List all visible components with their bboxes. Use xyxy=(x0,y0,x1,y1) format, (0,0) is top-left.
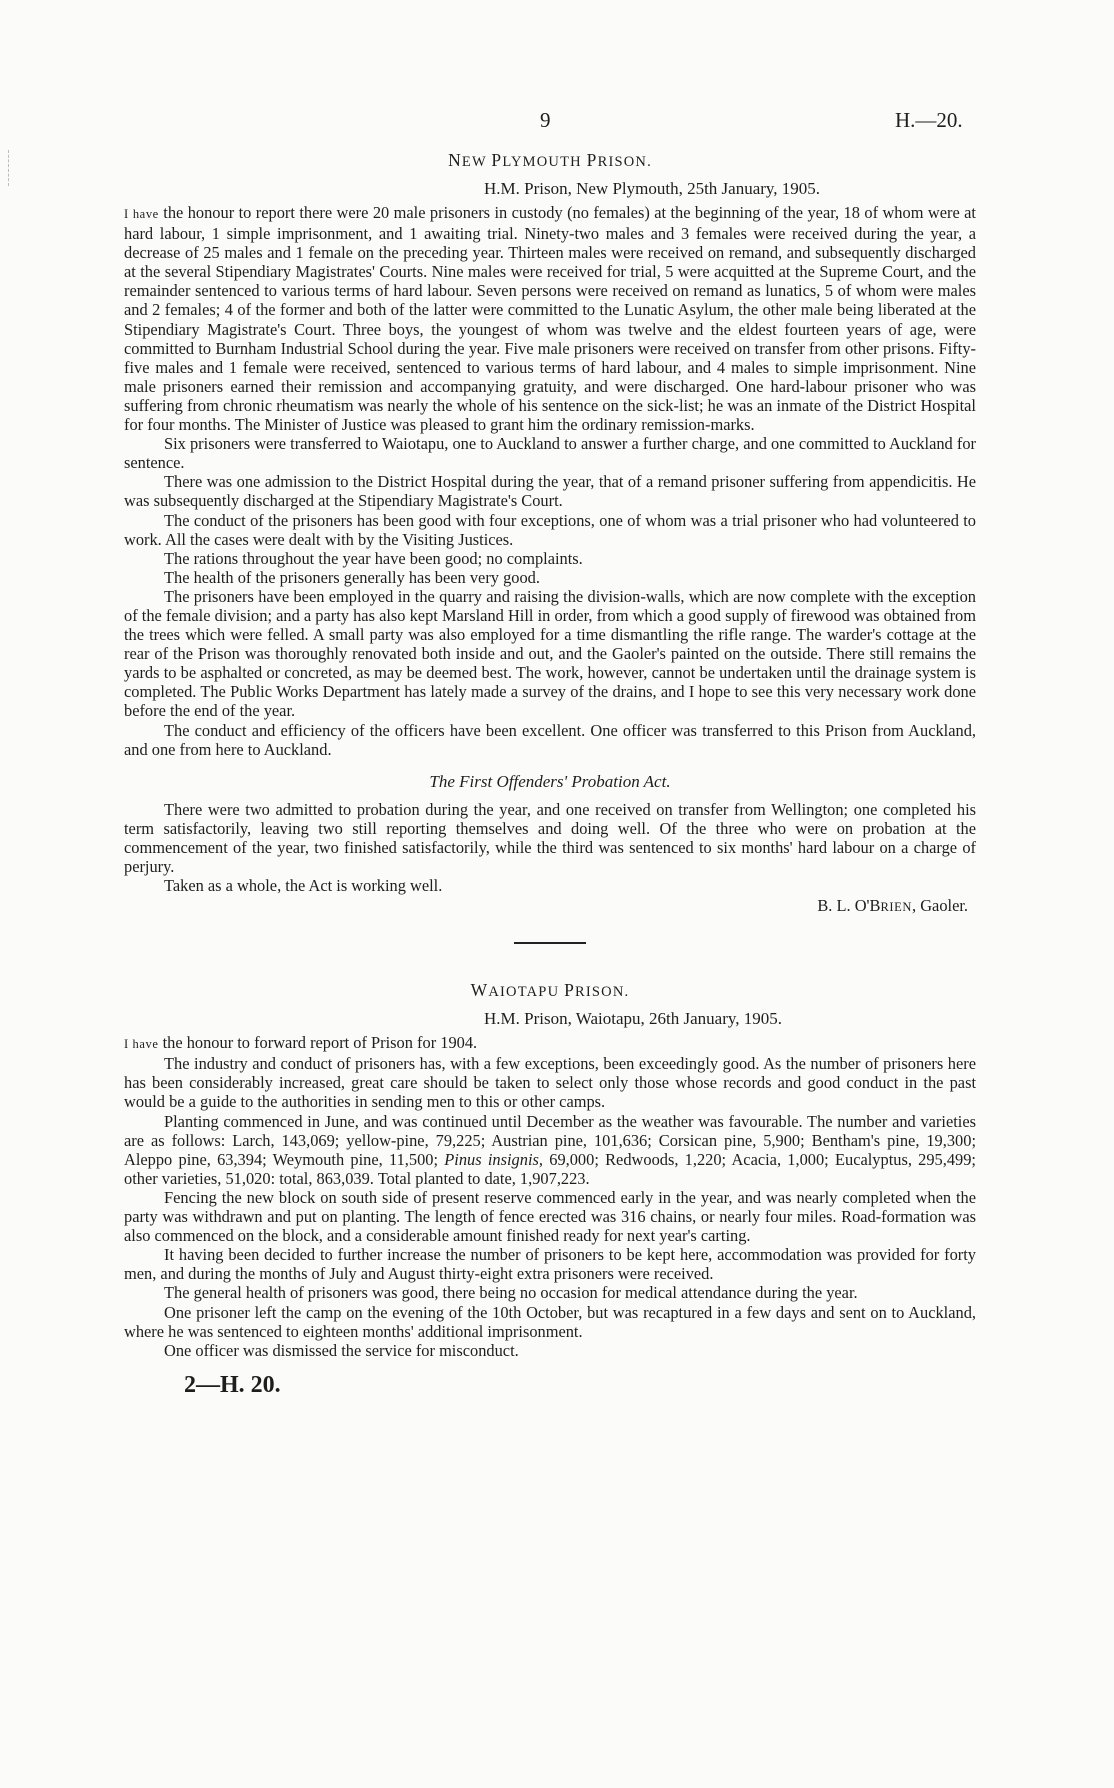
paragraph: The rations throughout the year have been good; no complaints. xyxy=(164,548,583,568)
paragraph: Six prisoners were transferred to Waiotapu, one to Auckland to answer a further charge, and one committed to Auckland for sentence. xyxy=(124,434,976,473)
paragraph: Taken as a whole, the Act is working well. xyxy=(164,876,443,896)
paragraph: Fencing the new block on south side of present reserve commenced early in the year, and was nearly completed when the party was withdrawn and put on planting. The length of fence erected was 316 chains, or nearly four miles. Road-formation was also commenced on the block, and a considerable amount finished ready for next year's carting. xyxy=(124,1187,976,1246)
paragraph: The industry and conduct of prisoners has, with a few exceptions, been exceedingly good. As the number of prisoners here has been considerably increased, great care should be taken to select only those whose records and good conduct in the past would be a guide to the authorities in sending men to this or other camps. xyxy=(124,1054,976,1112)
paragraph: The prisoners have been employed in the quarry and raising the division-walls, which are now complete with the exception of the female division; and a party has also kept Marsland Hill in order, from which a good supply of firewood was obtained from the trees which were felled. A small party was also employed for a time dismantling the rifle range. The warder's cottage at the rear of the Prison was thoroughly renovated both inside and out, and the Gaoler's painted on the outside. There still remains the yards to be asphalted or concreted, as may be deemed best. The work, however, cannot be undertaken until the drainage system is completed. The Public Works Department has lately made a survey of the drains, and I hope to see this very necessary work done before the end of the year. xyxy=(124,586,976,721)
page-number: 9 xyxy=(540,108,551,132)
document-reference: H.—20. xyxy=(895,108,963,132)
section-title-waiotapu: WAIOTAPU PRISON. xyxy=(470,980,630,1001)
paragraph: There was one admission to the District Hospital during the year, that of a remand prisoner suffering from appendicitis. He was subsequently discharged at the Stipendiary Magistrate's Court. xyxy=(124,472,976,511)
signature-mark: 2—H. 20. xyxy=(184,1371,281,1398)
paragraph: One prisoner left the camp on the evening of the 10th October, but was recaptured in a few days and sent on to Auckland, where he was sentenced to eighteen months' additional imprisonment. xyxy=(124,1302,976,1341)
margin-mark xyxy=(8,150,15,186)
paragraph: The health of the prisoners generally has been very good. xyxy=(164,567,540,587)
paragraph: Planting commenced in June, and was continued until December as the weather was favourable. The number and varieties are as follows: Larch, 143,069; yellow-pine, 79,225; Austrian pine, 101,636; Corsican pine, 5,900; Bentham's pine, 19,300; Aleppo pine, 63,394; Weymouth pine, 11,500; Pinus insignis, 69,000; Redwoods, 1,220; Acacia, 1,000; Eucalyptus, 295,499; other varieties, 51,020: total, 863,039. Total planted to date, 1,907,223. xyxy=(124,1111,976,1188)
section-divider xyxy=(514,942,586,944)
paragraph: The conduct of the prisoners has been good with four exceptions, one of whom was a trial prisoner who had volunteered to work. All the cases were dealt with by the Visiting Justices. xyxy=(124,510,976,549)
paragraph: The general health of prisoners was good, there being no occasion for medical attendance during the year. xyxy=(164,1283,858,1303)
signature-gaoler: B. L. O'BRIEN, Gaoler. xyxy=(817,896,968,916)
place-date-new-plymouth: H.M. Prison, New Plymouth, 25th January, 1905. xyxy=(484,179,821,198)
place-date-waiotapu: H.M. Prison, Waiotapu, 26th January, 1905. xyxy=(484,1009,782,1029)
paragraph: It having been decided to further increase the number of prisoners to be kept here, accommodation was provided for forty men, and during the months of July and August thirty-eight extra prisoners were received. xyxy=(124,1245,976,1284)
paragraph: The conduct and efficiency of the officers have been excellent. One officer was transferred to this Prison from Auckland, and one from here to Auckland. xyxy=(124,720,976,759)
main-column xyxy=(124,150,976,1399)
paragraph: One officer was dismissed the service for misconduct. xyxy=(164,1340,519,1360)
paragraph: I have the honour to report there were 20 male prisoners in custody (no females) at the beginning of the year, 18 of whom were at hard labour, 1 simple imprisonment, and 1 awaiting trial. Ninety-two males and 3 females were received during the year, a decrease of 25 males and 1 female on the preceding year. Thirteen males were received on remand, and subsequently discharged at the several Stipendiary Magistrates' Courts. Nine males were received for trial, 5 were acquitted at the Supreme Court, and the remainder sentenced to various terms of hard labour. Seven persons were received on remand as lunatics, 5 of whom were males and 2 females; 4 of the former and both of the latter were committed to the Lunatic Asylum, the other male being liberated at the Stipendiary Magistrate's Court. Three boys, the youngest of whom was twelve and the eldest fourteen years of age, were committed to Burnham Industrial School during the year. Five male prisoners were received on transfer from other prisons. Fifty-five males and 1 female were received, sentenced to various terms of hard labour, and 4 males to simple imprisonment. Nine male prisoners earned their remission and accompanying gratuity, and were discharged. One hard-labour prisoner who was suffering from chronic rheumatism was nearly the whole of his sentence on the sick-list; he was an inmate of the District Hospital for four months. The Minister of Justice was pleased to grant him the ordinary remission-marks. xyxy=(124,203,976,435)
subheading-probation-act: The First Offenders' Probation Act. xyxy=(429,771,671,791)
section-title-new-plymouth: NEW PLYMOUTH PRISON. xyxy=(448,150,652,170)
paragraph: There were two admitted to probation during the year, and one received on transfer from Wellington; one completed his term satisfactorily, leaving two still reporting themselves and doing well. Of the three who were on probation at the commencement of the year, two finished satisfactorily, while the third was sentenced to six months' hard labour on a charge of perjury. xyxy=(124,799,976,876)
paragraph: I have the honour to forward report of Prison for 1904. xyxy=(124,1033,478,1053)
